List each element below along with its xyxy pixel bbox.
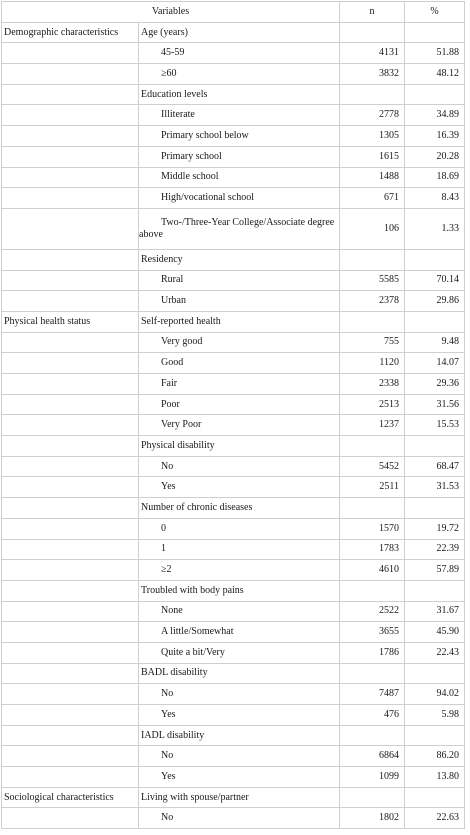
row-count: 1120 [340,353,405,374]
row-item-label: No [139,808,340,829]
row-count: 2513 [340,394,405,415]
row-item-label: Middle school [139,167,340,188]
table-row [2,84,465,105]
row-percent [405,498,465,519]
row-group-label: Demographic characteristics [2,22,139,43]
row-percent: 86.20 [405,746,465,767]
row-group-label [2,167,139,188]
row-percent: 20.28 [405,146,465,167]
table-row [2,249,465,270]
row-group-label [2,725,139,746]
row-percent: 94.02 [405,684,465,705]
row-count: 4610 [340,560,405,581]
table-row [2,332,465,353]
row-count [340,663,405,684]
row-item-label: Very good [139,332,340,353]
row-count: 1786 [340,642,405,663]
row-category-label: Self-reported health [139,311,340,332]
row-group-label [2,105,139,126]
row-group-label [2,436,139,457]
row-count: 671 [340,188,405,209]
row-group-label [2,663,139,684]
row-count: 1488 [340,167,405,188]
row-percent [405,580,465,601]
row-group-label [2,146,139,167]
row-count: 2778 [340,105,405,126]
row-percent: 9.48 [405,332,465,353]
row-count: 2338 [340,374,405,395]
row-group-label [2,394,139,415]
row-count [340,725,405,746]
table-row [2,767,465,788]
row-count: 3655 [340,622,405,643]
row-group-label [2,498,139,519]
row-count [340,580,405,601]
row-group-label [2,705,139,726]
row-count [340,498,405,519]
row-percent [405,84,465,105]
row-item-label: Yes [139,705,340,726]
row-count: 2522 [340,601,405,622]
row-category-label: Number of chronic diseases [139,498,340,519]
row-category-label: Physical disability [139,436,340,457]
table-row [2,270,465,291]
row-count [340,787,405,808]
row-count: 1305 [340,126,405,147]
table-row [2,43,465,64]
table-row [2,642,465,663]
table-row [2,436,465,457]
row-percent [405,725,465,746]
row-count: 1237 [340,415,405,436]
row-percent: 19.72 [405,518,465,539]
table-row [2,126,465,147]
row-count: 2378 [340,291,405,312]
row-count: 755 [340,332,405,353]
row-category-label: IADL disability [139,725,340,746]
table-row [2,394,465,415]
row-percent: 31.53 [405,477,465,498]
row-item-label: Poor [139,394,340,415]
header-n: n [340,2,405,23]
row-count: 1099 [340,767,405,788]
table-row [2,64,465,85]
row-item-label: Rural [139,270,340,291]
table-row [2,663,465,684]
table-row [2,22,465,43]
row-count: 5452 [340,456,405,477]
table-row [2,808,465,829]
table-row [2,105,465,126]
row-percent [405,22,465,43]
row-group-label [2,580,139,601]
row-percent: 29.86 [405,291,465,312]
row-item-label: 45-59 [139,43,340,64]
row-group-label [2,126,139,147]
row-count [340,311,405,332]
table-row [2,208,465,249]
row-percent: 8.43 [405,188,465,209]
row-group-label [2,43,139,64]
row-item-label: ≥2 [139,560,340,581]
row-group-label [2,208,139,249]
row-item-label: A little/Somewhat [139,622,340,643]
row-item-label: Primary school below [139,126,340,147]
row-group-label [2,374,139,395]
table-row [2,560,465,581]
table-row [2,787,465,808]
row-item-label: None [139,601,340,622]
row-percent: 1.33 [405,208,465,249]
row-count: 3832 [340,64,405,85]
row-item-label: No [139,684,340,705]
row-group-label [2,560,139,581]
row-percent: 5.98 [405,705,465,726]
characteristics-table [1,1,465,829]
row-count [340,249,405,270]
row-percent: 70.14 [405,270,465,291]
table-row [2,498,465,519]
table-row [2,146,465,167]
row-item-label: Very Poor [139,415,340,436]
row-percent [405,311,465,332]
table-row [2,725,465,746]
row-item-label: Primary school [139,146,340,167]
row-percent: 15.53 [405,415,465,436]
row-percent: 31.67 [405,601,465,622]
row-percent [405,663,465,684]
row-percent: 14.07 [405,353,465,374]
table-row [2,456,465,477]
table-row [2,601,465,622]
row-item-label: Good [139,353,340,374]
table-row [2,311,465,332]
table-row [2,415,465,436]
row-percent: 18.69 [405,167,465,188]
table-row [2,518,465,539]
row-item-label: No [139,456,340,477]
row-group-label [2,188,139,209]
row-category-label: Education levels [139,84,340,105]
header-variables: Variables [2,2,340,23]
table-body [2,22,465,828]
row-group-label [2,84,139,105]
table-row [2,291,465,312]
row-percent: 45.90 [405,622,465,643]
table-row [2,374,465,395]
row-group-label: Physical health status [2,311,139,332]
row-percent: 16.39 [405,126,465,147]
row-group-label [2,539,139,560]
row-item-label: ≥60 [139,64,340,85]
row-count: 476 [340,705,405,726]
row-count: 1802 [340,808,405,829]
row-percent: 51.88 [405,43,465,64]
row-count [340,22,405,43]
row-item-label: Two-/Three-Year College/Associate degree above [139,208,340,249]
table-row [2,705,465,726]
row-item-label: High/vocational school [139,188,340,209]
row-percent: 22.43 [405,642,465,663]
table-row [2,477,465,498]
row-count [340,436,405,457]
row-count: 7487 [340,684,405,705]
row-count: 106 [340,208,405,249]
row-percent [405,787,465,808]
row-item-label: Fair [139,374,340,395]
row-percent: 48.12 [405,64,465,85]
row-count: 5585 [340,270,405,291]
row-group-label [2,477,139,498]
row-count: 1570 [340,518,405,539]
row-count: 1783 [340,539,405,560]
row-group-label: Sociological characteristics [2,787,139,808]
row-item-label: No [139,746,340,767]
row-percent [405,436,465,457]
row-percent: 22.39 [405,539,465,560]
table-row [2,622,465,643]
row-group-label [2,601,139,622]
header-percent: % [405,2,465,23]
row-group-label [2,64,139,85]
table-row [2,353,465,374]
row-category-label: BADL disability [139,663,340,684]
row-item-label: Quite a bit/Very [139,642,340,663]
row-percent [405,249,465,270]
row-percent: 68.47 [405,456,465,477]
table-row [2,684,465,705]
row-group-label [2,270,139,291]
table-row [2,188,465,209]
row-item-label: 0 [139,518,340,539]
row-group-label [2,332,139,353]
row-group-label [2,746,139,767]
row-item-label: Yes [139,767,340,788]
row-category-label: Living with spouse/partner [139,787,340,808]
row-count: 2511 [340,477,405,498]
row-item-label: Yes [139,477,340,498]
row-percent: 31.56 [405,394,465,415]
row-item-label: 1 [139,539,340,560]
row-percent: 22.63 [405,808,465,829]
row-group-label [2,642,139,663]
row-count: 6864 [340,746,405,767]
row-category-label: Troubled with body pains [139,580,340,601]
row-group-label [2,249,139,270]
row-count [340,84,405,105]
row-percent: 29.36 [405,374,465,395]
row-group-label [2,353,139,374]
table-row [2,539,465,560]
row-group-label [2,456,139,477]
table-row [2,580,465,601]
row-group-label [2,808,139,829]
row-count: 4131 [340,43,405,64]
table-header-row [2,2,465,23]
row-percent: 57.89 [405,560,465,581]
row-percent: 13.80 [405,767,465,788]
row-item-label: Illiterate [139,105,340,126]
row-group-label [2,767,139,788]
row-group-label [2,518,139,539]
row-percent: 34.89 [405,105,465,126]
row-group-label [2,291,139,312]
table-row [2,746,465,767]
row-item-label: Urban [139,291,340,312]
row-category-label: Residency [139,249,340,270]
row-group-label [2,684,139,705]
table-row [2,167,465,188]
row-group-label [2,622,139,643]
row-count: 1615 [340,146,405,167]
row-category-label: Age (years) [139,22,340,43]
row-group-label [2,415,139,436]
